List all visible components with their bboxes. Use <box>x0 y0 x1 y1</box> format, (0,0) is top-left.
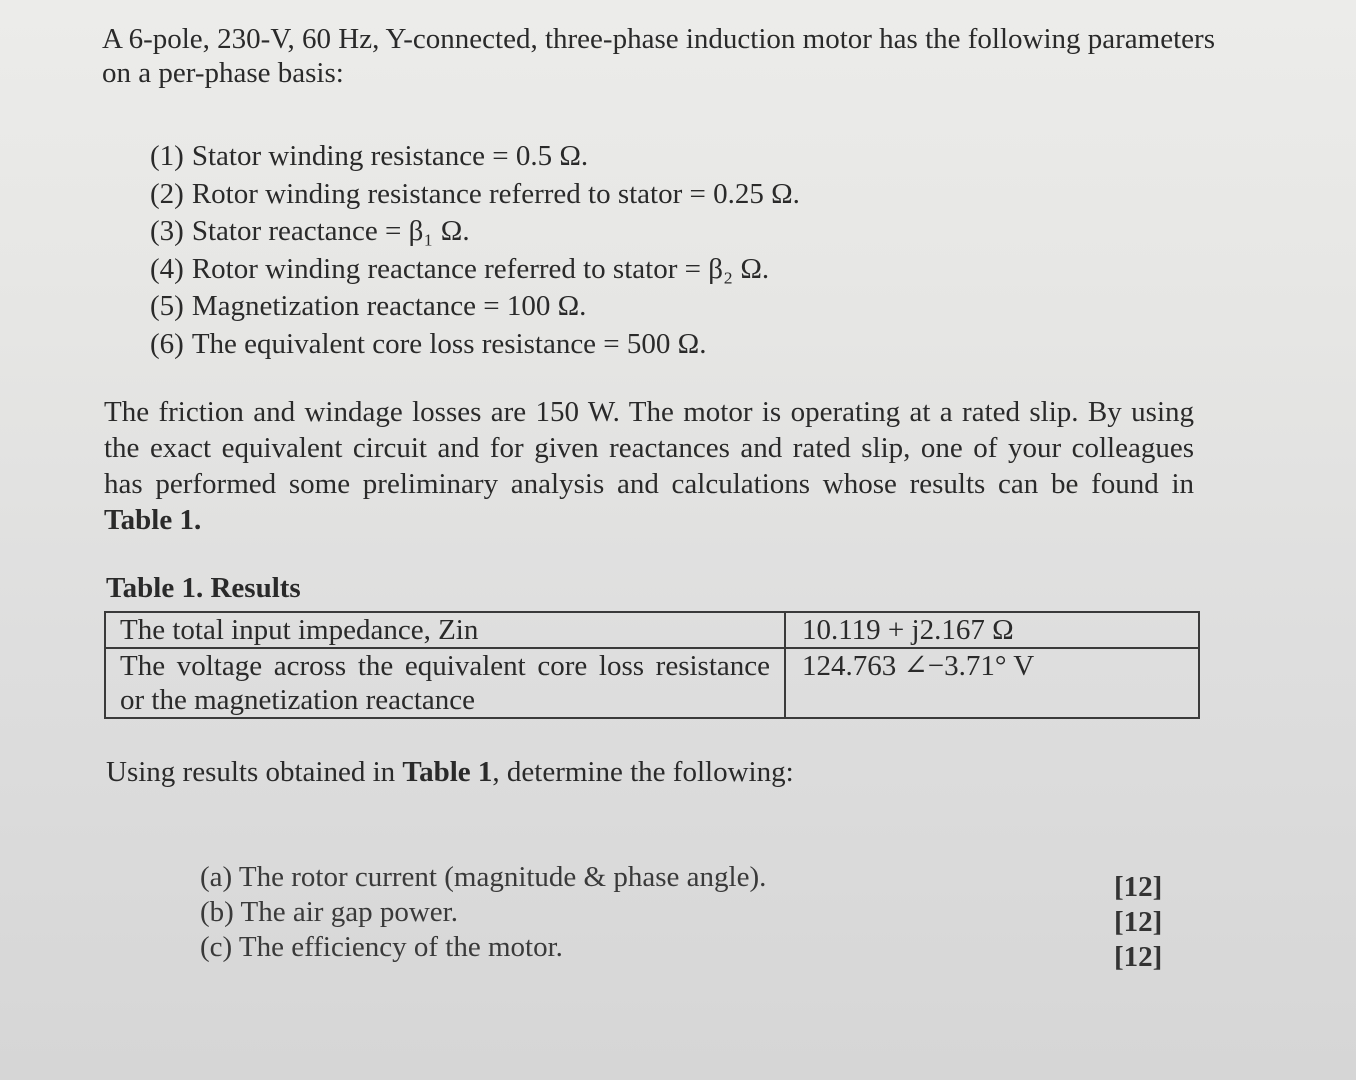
parameter-item: (5) Magnetization reactance = 100 Ω. <box>150 290 587 322</box>
question-marks: [12] <box>1114 906 1163 938</box>
question-item: (c) The efficiency of the motor. <box>200 931 563 963</box>
table-cell-label: The total input impedance, Zin <box>105 612 785 648</box>
problem-intro: A 6-pole, 230-V, 60 Hz, Y-connected, three-phase induction motor has the following parameters on a per-phase basis: <box>102 23 1215 89</box>
question-item: (a) The rotor current (magnitude & phase angle). <box>200 861 767 893</box>
table-cell-value: 10.119 + j2.167 Ω <box>785 612 1199 648</box>
question-marks: [12] <box>1114 871 1163 903</box>
parameter-list <box>150 138 800 363</box>
parameter-item: (4) Rotor winding reactance referred to stator = β₂ Ω. <box>150 252 770 285</box>
table-caption: Table 1. Results <box>106 572 301 604</box>
table-cell-value: 124.763 ∠−3.71° V <box>785 648 1199 718</box>
question-marks: [12] <box>1114 941 1163 973</box>
parameter-item: (1) Stator winding resistance = 0.5 Ω. <box>150 140 589 172</box>
parameter-item: (2) Rotor winding resistance referred to stator = 0.25 Ω. <box>150 177 800 210</box>
question-list <box>200 860 766 965</box>
table-reference: Table 1. <box>104 504 202 536</box>
parameter-item: (3) Stator reactance = β₁ Ω. <box>150 215 470 247</box>
problem-paragraph: The friction and windage losses are 150 W. The motor is operating at a rated slip. By using the exact equivalent circuit and for given reactances and rated slip, one of your colleagues has performed some preliminary analysis and calculations whose results can be found in Table 1. <box>104 396 1194 536</box>
instruction-text: Using results obtained in Table 1, determine the following: <box>106 756 794 788</box>
table-row <box>105 612 1199 648</box>
table-row <box>105 648 1199 718</box>
question-item: (b) The air gap power. <box>200 896 458 928</box>
results-table <box>104 611 1200 719</box>
marks-list <box>1114 870 1162 975</box>
parameter-item: (6) The equivalent core loss resistance = 500 Ω. <box>150 327 707 360</box>
table-reference: Table 1 <box>402 756 493 788</box>
table-cell-label: The voltage across the equivalent core loss resistance or the magnetization reactance <box>105 648 785 718</box>
